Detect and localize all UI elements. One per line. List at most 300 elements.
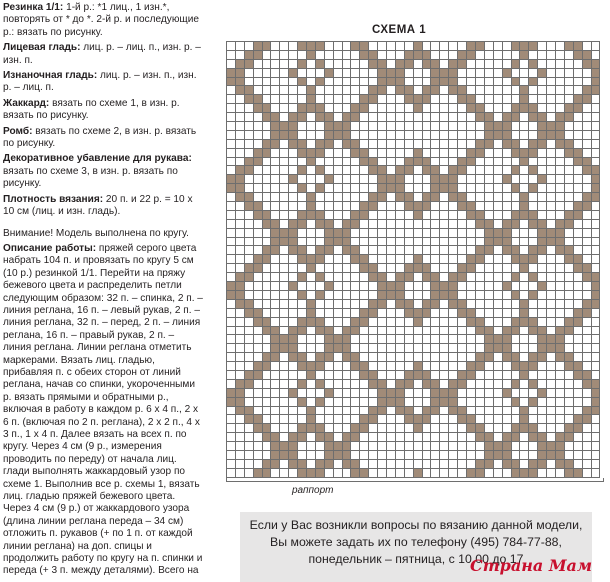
chart-cell [440, 202, 449, 211]
chart-cell [387, 86, 396, 95]
chart-cell [387, 122, 396, 131]
chart-cell [227, 327, 236, 336]
chart-cell [236, 362, 245, 371]
chart-cell [316, 158, 325, 167]
chart-cell [254, 60, 263, 69]
chart-cell [529, 318, 538, 327]
chart-cell [503, 318, 512, 327]
chart-cell [387, 238, 396, 247]
chart-cell [289, 60, 298, 69]
chart-cell [343, 282, 352, 291]
chart-cell [529, 78, 538, 87]
chart-cell [227, 371, 236, 380]
chart-cell [334, 380, 343, 389]
chart-cell [369, 469, 378, 478]
chart-cell [431, 131, 440, 140]
chart-cell [343, 229, 352, 238]
chart-cell [431, 318, 440, 327]
chart-cell [263, 309, 272, 318]
chart-cell [245, 398, 254, 407]
chart-cell [378, 229, 387, 238]
chart-cell [520, 300, 529, 309]
chart-cell [467, 398, 476, 407]
chart-cell [351, 318, 360, 327]
chart-cell [423, 131, 432, 140]
chart-cell [494, 42, 503, 51]
chart-cell [289, 327, 298, 336]
chart-cell [458, 202, 467, 211]
chart-cell [440, 407, 449, 416]
chart-cell [343, 184, 352, 193]
chart-cell [298, 175, 307, 184]
chart-cell [503, 309, 512, 318]
chart-cell [227, 273, 236, 282]
chart-cell [556, 175, 565, 184]
chart-cell [458, 255, 467, 264]
chart-cell [503, 69, 512, 78]
chart-cell [520, 273, 529, 282]
chart-cell [538, 246, 547, 255]
chart-cell [494, 238, 503, 247]
chart-cell [351, 95, 360, 104]
chart-cell [440, 158, 449, 167]
chart-cell [387, 166, 396, 175]
chart-cell [405, 264, 414, 273]
chart-cell [414, 95, 423, 104]
chart-cell [369, 327, 378, 336]
chart-cell [458, 60, 467, 69]
chart-cell [280, 300, 289, 309]
chart-cell [236, 344, 245, 353]
chart-cell [476, 264, 485, 273]
chart-cell [440, 264, 449, 273]
chart-cell [485, 327, 494, 336]
chart-cell [520, 60, 529, 69]
chart-cell [316, 202, 325, 211]
chart-cell [289, 442, 298, 451]
chart-cell [387, 113, 396, 122]
chart-cell [271, 415, 280, 424]
chart-cell [440, 255, 449, 264]
chart-cell [520, 104, 529, 113]
chart-cell [512, 175, 521, 184]
chart-cell [227, 353, 236, 362]
chart-cell [574, 327, 583, 336]
chart-cell [467, 238, 476, 247]
chart-cell [565, 42, 574, 51]
chart-cell [449, 273, 458, 282]
chart-cell [263, 335, 272, 344]
chart-cell [227, 442, 236, 451]
chart-cell [360, 309, 369, 318]
chart-cell [547, 229, 556, 238]
chart-cell [289, 335, 298, 344]
chart-cell [343, 371, 352, 380]
chart-cell [289, 353, 298, 362]
chart-cell [565, 95, 574, 104]
chart-cell [325, 113, 334, 122]
chart-cell [405, 60, 414, 69]
chart-cell [467, 158, 476, 167]
chart-cell [547, 86, 556, 95]
chart-cell [529, 95, 538, 104]
chart-cell [431, 344, 440, 353]
chart-cell [334, 344, 343, 353]
chart-cell [351, 442, 360, 451]
chart-cell [556, 389, 565, 398]
chart-cell [440, 335, 449, 344]
chart-cell [494, 184, 503, 193]
chart-cell [503, 335, 512, 344]
chart-cell [574, 158, 583, 167]
chart-cell [476, 398, 485, 407]
chart-cell [227, 362, 236, 371]
chart-cell [467, 51, 476, 60]
chart-cell [378, 380, 387, 389]
chart-cell [245, 229, 254, 238]
chart-cell [423, 371, 432, 380]
chart-cell [476, 131, 485, 140]
chart-cell [334, 246, 343, 255]
chart-cell [547, 149, 556, 158]
chart-cell [360, 238, 369, 247]
chart-cell [529, 113, 538, 122]
chart-cell [538, 95, 547, 104]
chart-cell [263, 229, 272, 238]
chart-cell [298, 255, 307, 264]
chart-cell [387, 424, 396, 433]
chart-cell [280, 95, 289, 104]
chart-cell [307, 291, 316, 300]
chart-cell [592, 415, 601, 424]
chart-cell [316, 78, 325, 87]
chart-cell [485, 193, 494, 202]
chart-cell [263, 327, 272, 336]
chart-cell [289, 398, 298, 407]
chart-cell [529, 300, 538, 309]
chart-cell [574, 60, 583, 69]
chart-cell [316, 95, 325, 104]
chart-cell [298, 104, 307, 113]
chart-cell [360, 469, 369, 478]
chart-cell [360, 42, 369, 51]
chart-cell [520, 95, 529, 104]
chart-cell [369, 371, 378, 380]
chart-cell [476, 95, 485, 104]
chart-cell [494, 415, 503, 424]
instruction-reverse-stockinette [3, 70, 203, 95]
chart-cell [245, 264, 254, 273]
chart-cell [360, 104, 369, 113]
chart-cell [574, 202, 583, 211]
chart-cell [289, 149, 298, 158]
chart-cell [280, 442, 289, 451]
chart-cell [520, 78, 529, 87]
chart-cell [512, 291, 521, 300]
chart-cell [280, 60, 289, 69]
chart-cell [245, 415, 254, 424]
chart-cell [538, 51, 547, 60]
chart-cell [529, 60, 538, 69]
chart-cell [583, 131, 592, 140]
chart-cell [236, 451, 245, 460]
chart-cell [236, 309, 245, 318]
chart-cell [334, 69, 343, 78]
chart-cell [263, 158, 272, 167]
chart-cell [343, 131, 352, 140]
chart-cell [245, 300, 254, 309]
chart-cell [325, 184, 334, 193]
chart-cell [360, 433, 369, 442]
chart-cell [520, 309, 529, 318]
chart-cell [547, 202, 556, 211]
chart-cell [378, 415, 387, 424]
chart-cell [263, 469, 272, 478]
chart-cell [414, 469, 423, 478]
chart-cell [449, 149, 458, 158]
chart-cell [556, 95, 565, 104]
chart-cell [307, 380, 316, 389]
chart-cell [236, 273, 245, 282]
chart-cell [360, 122, 369, 131]
chart-cell [503, 327, 512, 336]
chart-cell [307, 193, 316, 202]
chart-cell [378, 291, 387, 300]
chart-cell [467, 469, 476, 478]
chart-cell [405, 175, 414, 184]
chart-cell [298, 282, 307, 291]
chart-cell [485, 433, 494, 442]
chart-cell [503, 51, 512, 60]
chart-cell [405, 451, 414, 460]
chart-cell [414, 407, 423, 416]
chart-cell [431, 104, 440, 113]
chart-cell [289, 166, 298, 175]
chart-cell [423, 398, 432, 407]
chart-cell [494, 451, 503, 460]
instruction-jacquard [3, 98, 203, 123]
chart-cell [254, 273, 263, 282]
chart-cell [529, 380, 538, 389]
chart-cell [254, 424, 263, 433]
chart-cell [254, 95, 263, 104]
chart-cell [298, 113, 307, 122]
chart-cell [343, 327, 352, 336]
chart-cell [547, 78, 556, 87]
chart-cell [334, 175, 343, 184]
chart-cell [485, 60, 494, 69]
chart-cell [351, 460, 360, 469]
chart-cell [343, 389, 352, 398]
chart-cell [369, 424, 378, 433]
chart-cell [574, 415, 583, 424]
chart-cell [494, 433, 503, 442]
chart-cell [254, 469, 263, 478]
chart-cell [263, 380, 272, 389]
chart-cell [503, 60, 512, 69]
chart-cell [494, 78, 503, 87]
chart-cell [334, 211, 343, 220]
chart-cell [387, 309, 396, 318]
chart-cell [263, 60, 272, 69]
chart-cell [405, 42, 414, 51]
chart-cell [378, 273, 387, 282]
chart-cell [520, 380, 529, 389]
chart-cell [423, 424, 432, 433]
chart-cell [227, 51, 236, 60]
chart-cell [431, 149, 440, 158]
chart-cell [298, 238, 307, 247]
chart-cell [405, 344, 414, 353]
chart-cell [440, 78, 449, 87]
chart-cell [325, 460, 334, 469]
chart-cell [387, 264, 396, 273]
chart-cell [512, 42, 521, 51]
chart-cell [512, 184, 521, 193]
chart-cell [538, 69, 547, 78]
chart-cell [529, 309, 538, 318]
chart-cell [592, 309, 601, 318]
chart-cell [458, 335, 467, 344]
chart-cell [476, 327, 485, 336]
chart-cell [396, 469, 405, 478]
chart-cell [387, 104, 396, 113]
chart-cell [520, 246, 529, 255]
chart-cell [307, 327, 316, 336]
chart-cell [449, 451, 458, 460]
chart-cell [458, 309, 467, 318]
chart-cell [271, 42, 280, 51]
chart-cell [334, 433, 343, 442]
chart-cell [325, 51, 334, 60]
chart-cell [271, 166, 280, 175]
chart-cell [325, 211, 334, 220]
chart-cell [529, 460, 538, 469]
chart-cell [316, 122, 325, 131]
chart-cell [271, 140, 280, 149]
chart-cell [360, 220, 369, 229]
chart-cell [387, 131, 396, 140]
chart-cell [512, 389, 521, 398]
chart-cell [227, 69, 236, 78]
chart-cell [431, 238, 440, 247]
chart-cell [280, 309, 289, 318]
chart-cell [574, 451, 583, 460]
chart-cell [520, 86, 529, 95]
chart-cell [396, 131, 405, 140]
chart-cell [423, 60, 432, 69]
chart-cell [227, 149, 236, 158]
chart-cell [378, 95, 387, 104]
chart-cell [476, 300, 485, 309]
chart-cell [387, 175, 396, 184]
chart-cell [431, 469, 440, 478]
chart-cell [503, 255, 512, 264]
chart-cell [414, 246, 423, 255]
chart-cell [423, 95, 432, 104]
chart-cell [378, 122, 387, 131]
chart-cell [307, 51, 316, 60]
chart-cell [405, 229, 414, 238]
chart-cell [316, 318, 325, 327]
chart-cell [405, 104, 414, 113]
chart-cell [512, 140, 521, 149]
chart-cell [369, 264, 378, 273]
chart-cell [494, 220, 503, 229]
chart-cell [405, 246, 414, 255]
chart-cell [592, 291, 601, 300]
chart-cell [254, 122, 263, 131]
chart-cell [431, 220, 440, 229]
chart-cell [485, 389, 494, 398]
chart-cell [529, 86, 538, 95]
chart-cell [565, 51, 574, 60]
chart-cell [227, 166, 236, 175]
chart-cell [565, 220, 574, 229]
chart-cell [227, 238, 236, 247]
chart-cell [520, 122, 529, 131]
chart-cell [423, 158, 432, 167]
chart-cell [565, 353, 574, 362]
chart-cell [520, 389, 529, 398]
chart-cell [351, 362, 360, 371]
chart-cell [405, 407, 414, 416]
chart-cell [254, 451, 263, 460]
chart-cell [396, 229, 405, 238]
chart-cell [271, 264, 280, 273]
chart-cell [343, 362, 352, 371]
chart-cell [574, 113, 583, 122]
chart-cell [405, 113, 414, 122]
chart-cell [503, 451, 512, 460]
chart-cell [316, 220, 325, 229]
chart-cell [298, 309, 307, 318]
chart-cell [574, 149, 583, 158]
chart-cell [414, 229, 423, 238]
chart-cell [387, 407, 396, 416]
chart-cell [520, 158, 529, 167]
chart-cell [583, 238, 592, 247]
chart-cell [467, 95, 476, 104]
chart-cell [476, 451, 485, 460]
chart-cell [485, 158, 494, 167]
chart-cell [254, 220, 263, 229]
term-diamond: Ромб: [3, 125, 33, 137]
chart-cell [467, 122, 476, 131]
chart-cell [520, 238, 529, 247]
chart-cell [343, 344, 352, 353]
chart-cell [227, 184, 236, 193]
chart-cell [405, 158, 414, 167]
chart-cell [263, 78, 272, 87]
chart-cell [360, 335, 369, 344]
chart-cell [245, 309, 254, 318]
chart-cell [351, 291, 360, 300]
chart-cell [520, 362, 529, 371]
chart-cell [494, 158, 503, 167]
chart-cell [565, 380, 574, 389]
chart-cell [245, 158, 254, 167]
chart-cell [316, 193, 325, 202]
chart-cell [574, 353, 583, 362]
chart-cell [485, 264, 494, 273]
chart-cell [351, 335, 360, 344]
chart-cell [431, 158, 440, 167]
chart-cell [520, 193, 529, 202]
chart-cell [236, 424, 245, 433]
chart-cell [378, 104, 387, 113]
chart-cell [369, 389, 378, 398]
